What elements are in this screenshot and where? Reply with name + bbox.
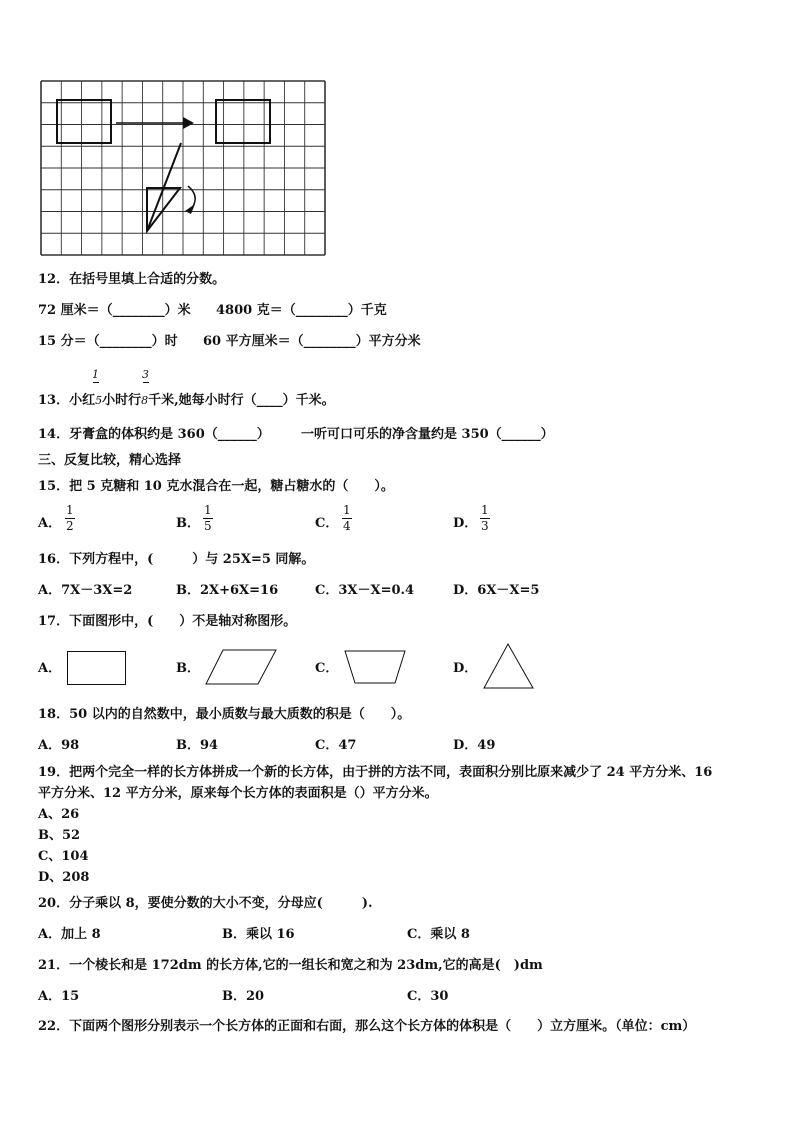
q17-option-b-label[interactable]: B． [176,661,200,676]
trapezoid-shape [344,650,406,684]
q17-option-c-label[interactable]: C． [315,661,339,676]
q15-option-c-label[interactable]: C． [315,516,339,531]
q16-option-d[interactable]: D．6X－X=5 [453,583,540,598]
q19-option-d[interactable]: D、208 [38,870,90,885]
q19-line-2: 平方分米、12 平方分米，原来每个长方体的表面积是（）平方分米。 [38,786,438,801]
q16-option-a[interactable]: A．7X－3X=2 [38,583,133,598]
q17-option-a-label[interactable]: A． [38,661,62,676]
q17-title: 17．下面图形中，( ）不是轴对称图形。 [38,614,297,629]
q18-option-d[interactable]: D．49 [453,738,496,753]
rectangle-shape [67,651,127,685]
shape-left-rectangle [57,100,111,143]
q15-option-b-fraction: 1 5 [204,503,212,533]
q12-blank-2[interactable]: 4800 克＝（________）千克 [216,303,387,318]
q14-part-1[interactable]: 14．牙膏盒的体积约是 360（______） [38,427,270,442]
q12-blank-1[interactable]: 72 厘米＝（________）米 [38,303,191,318]
q20-option-c[interactable]: C．乘以 8 [407,927,470,942]
q18-option-b[interactable]: B．94 [176,738,219,753]
rotation-arrow-head-icon [185,204,195,214]
q12-title: 12．在括号里填上合适的分数。 [38,272,226,287]
triangle-shape [483,643,535,689]
q15-option-a-label[interactable]: A． [38,516,62,531]
q20-title: 20．分子乘以 8，要使分数的大小不变，分母应( ). [38,896,373,911]
q14-part-2[interactable]: 一听可口可乐的净含量约是 350（______） [301,427,554,442]
q16-option-c[interactable]: C．3X－X=0.4 [315,583,415,598]
q12-blank-3[interactable]: 15 分＝（________）时 [38,334,178,349]
q21-title: 21．一个棱长和是 172dm 的长方体,它的一组长和宽之和为 23dm,它的高是( )dm [38,958,543,973]
shape-parallelogram [147,188,180,231]
q22-title: 22．下面两个图形分别表示一个长方体的正面和右面，那么这个长方体的体积是（ ）立方厘米。（单位：cm） [38,1019,696,1034]
parallelogram-shape [205,649,277,685]
q13-fraction-1: 1 [92,368,99,381]
arrow-head-icon [183,117,194,129]
grid-figure [38,78,328,258]
q16-title: 16．下列方程中，( ）与 25X=5 同解。 [38,552,315,567]
grid-lines [41,81,325,255]
q18-option-a[interactable]: A．98 [38,738,80,753]
q19-line-1: 19．把两个完全一样的长方体拼成一个新的长方体，由于拼的方法不同，表面积分别比原来减少了 24 平方分米、16 [38,765,713,780]
q18-title: 18．50 以内的自然数中，最小质数与最大质数的积是（ ）。 [38,707,411,722]
shape-right-rectangle [216,100,270,143]
q20-option-a[interactable]: A．加上 8 [38,927,101,942]
q19-option-a[interactable]: A、26 [38,807,80,822]
section-heading: 三、反复比较，精心选择 [38,453,182,468]
q13-text: 13．小红5小时行8千米,她每小时行（____）千米。 [38,393,335,408]
q19-option-b[interactable]: B、52 [38,828,81,843]
q19-option-c[interactable]: C、104 [38,849,89,864]
q18-option-c[interactable]: C．47 [315,738,357,753]
q15-option-d-label[interactable]: D． [453,516,478,531]
q21-option-a[interactable]: A．15 [38,989,80,1004]
q15-option-d-fraction: 1 3 [481,503,489,533]
q15-option-a-fraction: 1 2 [66,503,74,533]
q15-option-b-label[interactable]: B． [176,516,200,531]
q21-option-c[interactable]: C．30 [407,989,449,1004]
q12-blank-4[interactable]: 60 平方厘米＝（________）平方分米 [203,334,421,349]
q13-fraction-2: 3 [142,368,149,381]
q21-option-b[interactable]: B．20 [222,989,265,1004]
q17-option-d-label[interactable]: D． [453,661,478,676]
q16-option-b[interactable]: B．2X+6X=16 [176,583,279,598]
q20-option-b[interactable]: B．乘以 16 [222,927,295,942]
q15-option-c-fraction: 1 4 [343,503,351,533]
q15-title: 15．把 5 克糖和 10 克水混合在一起，糖占糖水的（ ）。 [38,479,394,494]
